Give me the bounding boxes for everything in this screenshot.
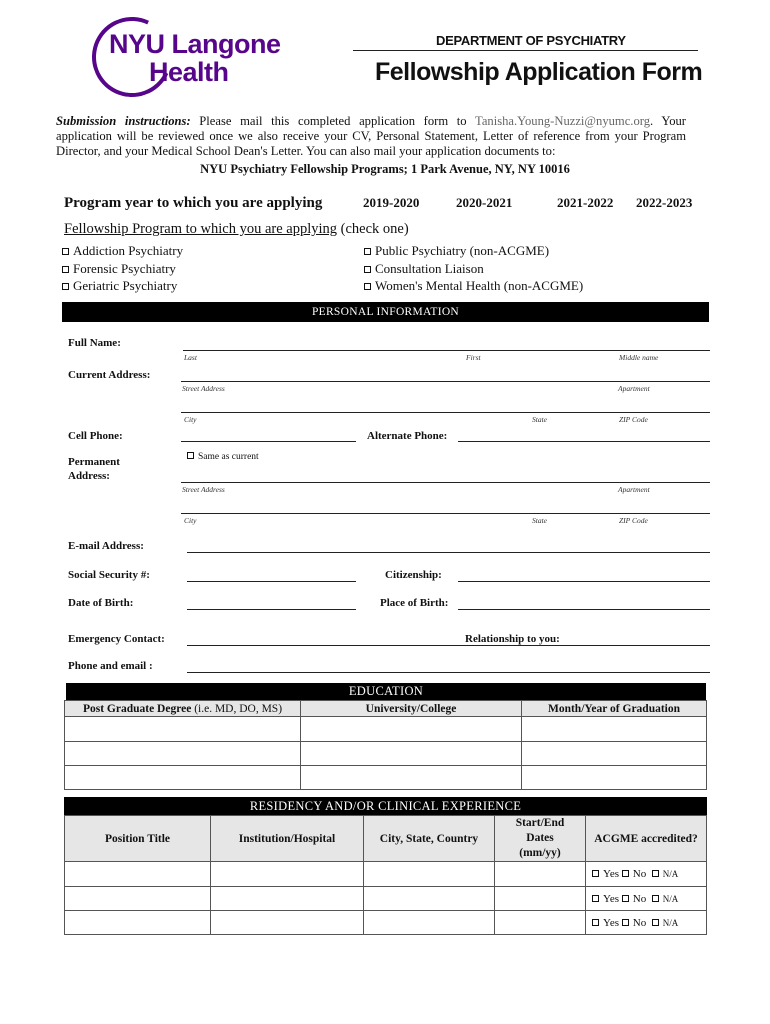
residency-table <box>64 815 707 935</box>
acgme-options <box>586 887 707 911</box>
residency-band: RESIDENCY AND/OR CLINICAL EXPERIENCE <box>64 797 707 815</box>
col-dates-1: Start/End <box>515 817 565 829</box>
na-label: N/A <box>662 869 679 879</box>
full-name-field[interactable] <box>183 350 710 351</box>
col-graduation: Month/Year of Graduation <box>522 701 707 717</box>
table-cell[interactable] <box>364 887 495 911</box>
full-name-label: Full Name: <box>68 337 121 349</box>
table-row <box>65 766 707 790</box>
yes-label: Yes <box>603 868 620 880</box>
yes-checkbox[interactable] <box>592 919 599 926</box>
same-as-current-checkbox[interactable] <box>187 452 259 462</box>
yes-label: Yes <box>603 892 620 905</box>
contact-email-link[interactable]: Tanisha.Young-Nuzzi@nyumc.org <box>475 114 651 128</box>
relationship-label: Relationship to you: <box>465 633 560 645</box>
checkbox-addiction[interactable] <box>62 242 183 260</box>
phone-email-field[interactable] <box>187 672 710 673</box>
table-cell[interactable] <box>65 911 211 935</box>
na-checkbox[interactable] <box>652 919 659 926</box>
checkbox-label: Women's Mental Health (non-ACGME) <box>375 278 584 293</box>
table-cell[interactable] <box>364 911 495 935</box>
checkbox-public[interactable] <box>364 242 583 260</box>
table-cell[interactable] <box>211 862 364 887</box>
city-hint: City <box>184 516 197 525</box>
ssn-label: Social Security #: <box>68 569 150 581</box>
program-year-label: Program year to which you are applying <box>64 195 323 211</box>
phone-email-label: Phone and email : <box>68 660 153 672</box>
program-year-option[interactable]: 2019-2020 <box>363 195 420 210</box>
acgme-options <box>586 911 707 935</box>
zip-hint: ZIP Code <box>619 516 648 525</box>
checkbox-label: Geriatric Psychiatry <box>73 278 178 293</box>
checkbox-icon[interactable] <box>187 452 194 459</box>
checkbox-icon[interactable] <box>364 248 371 255</box>
program-year-option[interactable]: 2022-2023 <box>636 195 693 210</box>
checkbox-icon[interactable] <box>364 283 371 290</box>
table-header-row <box>65 701 707 717</box>
alternate-phone-field[interactable] <box>458 441 710 442</box>
department-title: DEPARTMENT OF PSYCHIATRY <box>436 33 626 48</box>
fellowship-options-right <box>364 242 583 295</box>
personal-information-band: PERSONAL INFORMATION <box>62 302 709 322</box>
table-cell[interactable] <box>301 717 522 742</box>
citizenship-label: Citizenship: <box>385 569 442 581</box>
program-year-option[interactable]: 2020-2021 <box>456 195 513 210</box>
city-state-zip-field[interactable] <box>181 412 710 413</box>
table-cell[interactable] <box>65 887 211 911</box>
table-cell[interactable] <box>65 766 301 790</box>
street-address-field[interactable] <box>181 381 710 382</box>
table-row <box>65 742 707 766</box>
na-checkbox[interactable] <box>652 895 659 902</box>
table-row <box>65 911 707 935</box>
emergency-contact-field[interactable] <box>187 645 710 646</box>
apartment-hint: Apartment <box>618 384 650 393</box>
table-cell[interactable] <box>522 717 707 742</box>
logo-line2: Health <box>149 57 229 87</box>
fellowship-program-title: Fellowship Program to which you are applying <box>64 221 338 237</box>
permanent-address-label <box>68 455 120 483</box>
ssn-field[interactable] <box>187 581 356 582</box>
instructions-line1: Please mail this completed application form to <box>190 114 476 128</box>
col-institution: Institution/Hospital <box>211 816 364 862</box>
table-cell[interactable] <box>495 862 586 887</box>
zip-hint: ZIP Code <box>619 415 648 424</box>
col-dates-2: Dates <box>526 832 554 844</box>
first-name-hint: First <box>466 353 481 362</box>
same-as-current-label: Same as current <box>198 452 259 462</box>
checkbox-label: Public Psychiatry (non-ACGME) <box>375 243 550 258</box>
table-cell[interactable] <box>65 742 301 766</box>
checkbox-icon[interactable] <box>364 266 371 273</box>
no-label: No <box>632 868 647 880</box>
checkbox-forensic[interactable] <box>62 260 183 278</box>
dob-field[interactable] <box>187 609 356 610</box>
col-degree <box>65 701 301 717</box>
table-cell[interactable] <box>211 911 364 935</box>
table-cell[interactable] <box>495 887 586 911</box>
permanent-address-label-1: Permanent <box>68 456 120 468</box>
alternate-phone-label: Alternate Phone: <box>367 430 448 442</box>
cell-phone-label: Cell Phone: <box>68 430 123 442</box>
no-checkbox[interactable] <box>622 870 629 877</box>
permanent-address-label-2: Address: <box>68 470 110 482</box>
checkbox-icon[interactable] <box>62 266 69 273</box>
table-row <box>65 717 707 742</box>
na-label: N/A <box>662 917 679 928</box>
na-checkbox[interactable] <box>652 870 659 877</box>
email-field[interactable] <box>187 552 710 553</box>
checkbox-label: Addiction Psychiatry <box>73 243 184 258</box>
table-cell[interactable] <box>495 911 586 935</box>
citizenship-field[interactable] <box>458 581 710 582</box>
dob-label: Date of Birth: <box>68 597 134 609</box>
na-label: N/A <box>662 893 679 904</box>
nyu-logo <box>109 30 281 86</box>
table-cell[interactable] <box>301 742 522 766</box>
instructions-line2: . Your application will be reviewed once we also receive your CV, Personal Statement, Letter of reference from your Program Director, and your Medical School Dean's Letter. You can also mail your application documents to: <box>56 114 686 158</box>
fellowship-program-label <box>64 221 409 238</box>
table-cell[interactable] <box>364 862 495 887</box>
street-address-hint: Street Address <box>182 384 225 393</box>
table-row <box>65 887 707 911</box>
fellowship-program-hint: (check one) <box>337 221 409 237</box>
table-cell[interactable] <box>301 766 522 790</box>
instructions-label: Submission instructions: <box>56 114 191 128</box>
yes-label: Yes <box>603 916 620 929</box>
cell-phone-field[interactable] <box>181 441 356 442</box>
permanent-street-field[interactable] <box>181 482 710 483</box>
yes-checkbox[interactable] <box>592 870 599 877</box>
col-position: Position Title <box>65 816 211 862</box>
state-hint: State <box>532 516 547 525</box>
middle-name-hint: Middle name <box>619 353 659 362</box>
no-checkbox[interactable] <box>622 919 629 926</box>
table-cell[interactable] <box>65 862 211 887</box>
table-row <box>65 862 707 887</box>
col-location: City, State, Country <box>364 816 495 862</box>
checkbox-consultation[interactable] <box>364 260 583 278</box>
program-year-option[interactable]: 2021-2022 <box>557 195 614 210</box>
checkbox-icon[interactable] <box>62 248 69 255</box>
table-cell[interactable] <box>211 887 364 911</box>
pob-label: Place of Birth: <box>380 597 449 609</box>
education-table <box>64 700 707 790</box>
email-label: E-mail Address: <box>68 540 144 552</box>
checkbox-geriatric[interactable] <box>62 277 183 295</box>
yes-checkbox[interactable] <box>592 895 599 902</box>
checkbox-icon[interactable] <box>62 283 69 290</box>
no-label: No <box>632 892 647 905</box>
checkbox-label: Consultation Liaison <box>375 260 484 276</box>
apartment-hint: Apartment <box>618 485 650 494</box>
current-address-label: Current Address: <box>68 369 151 381</box>
state-hint: State <box>532 415 547 424</box>
col-degree-label: Post Graduate Degree <box>82 702 192 715</box>
pob-field[interactable] <box>458 609 710 610</box>
submission-instructions <box>56 114 686 159</box>
city-hint: City <box>184 415 197 424</box>
checkbox-womens[interactable] <box>364 277 583 295</box>
logo-line1: NYU Langone <box>109 29 281 59</box>
emergency-contact-label: Emergency Contact: <box>68 633 165 645</box>
education-band: EDUCATION <box>66 683 706 700</box>
acgme-options <box>586 862 707 887</box>
table-cell[interactable] <box>522 766 707 790</box>
col-dates-3: (mm/yy) <box>519 847 561 859</box>
last-name-hint: Last <box>184 353 197 362</box>
mailing-address: NYU Psychiatry Fellowship Programs; 1 Park Avenue, NY, NY 10016 <box>200 162 570 176</box>
department-rule <box>353 50 698 51</box>
table-cell[interactable] <box>522 742 707 766</box>
page-title: Fellowship Application Form <box>375 58 703 86</box>
table-cell[interactable] <box>65 717 301 742</box>
permanent-city-state-zip-field[interactable] <box>181 513 710 514</box>
street-address-hint: Street Address <box>182 485 225 494</box>
col-dates <box>495 816 586 862</box>
fellowship-options-left <box>62 242 183 295</box>
col-degree-hint: (i.e. MD, DO, MS) <box>191 702 283 715</box>
table-header-row <box>65 816 707 862</box>
col-university: University/College <box>301 701 522 717</box>
col-acgme: ACGME accredited? <box>586 816 707 862</box>
no-checkbox[interactable] <box>622 895 629 902</box>
no-label: No <box>632 916 647 929</box>
checkbox-label: Forensic Psychiatry <box>73 260 176 276</box>
